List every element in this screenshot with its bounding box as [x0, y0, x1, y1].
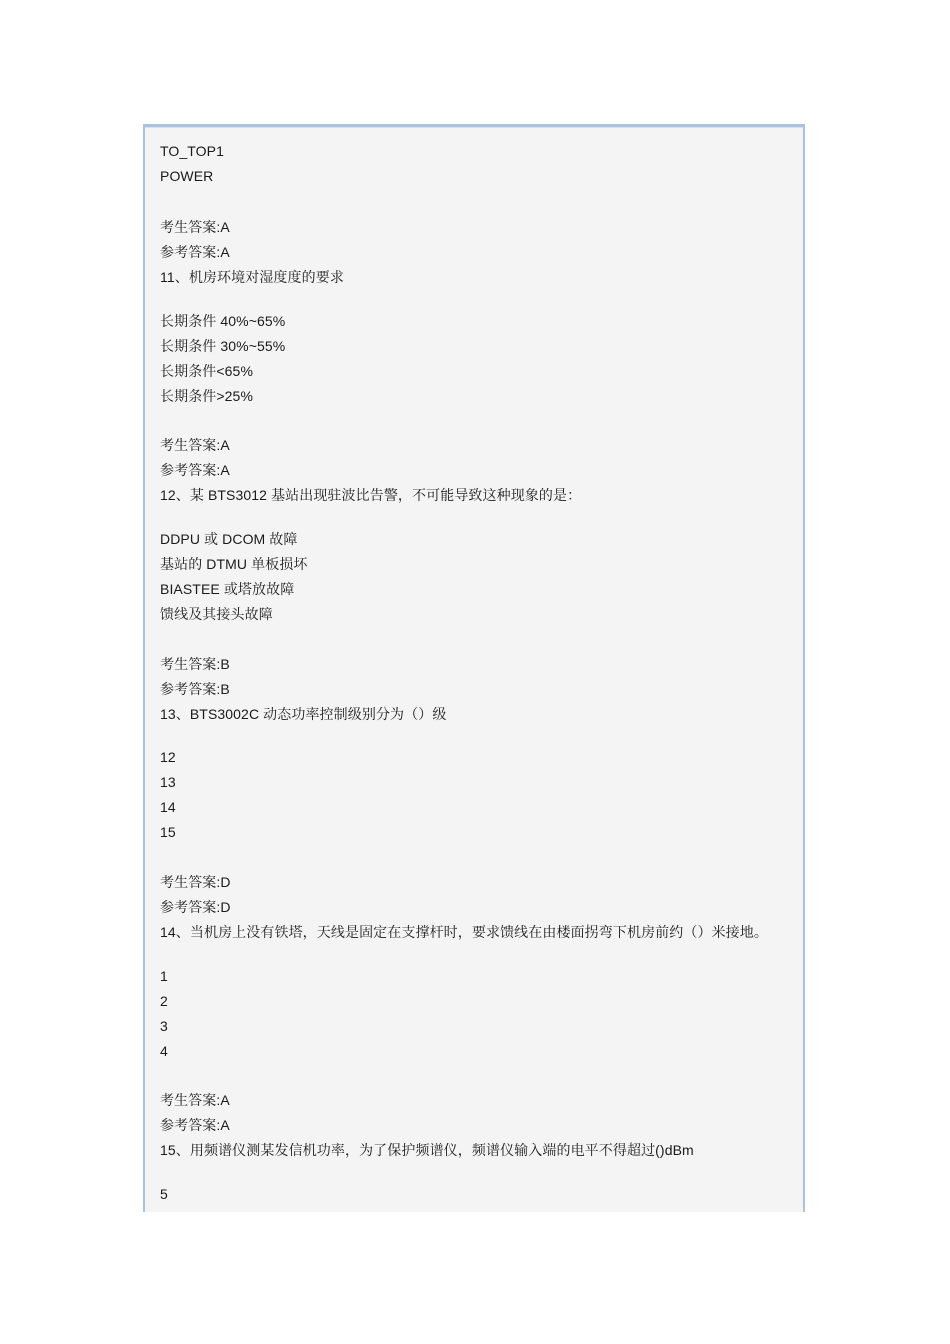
student-answer: 考生答案:B: [160, 656, 230, 672]
option-line: BIASTEE 或塔放故障: [160, 581, 295, 597]
reference-answer: 参考答案:A: [160, 462, 230, 478]
option-line: 长期条件 30%~55%: [160, 338, 286, 354]
option-line: 12: [160, 749, 176, 765]
option-line: 4: [160, 1043, 168, 1059]
document-panel: [143, 124, 805, 1212]
reference-answer: 参考答案:A: [160, 244, 230, 260]
option-line: 5: [160, 1186, 168, 1202]
question-text: 15、用频谱仪测某发信机功率，为了保护频谱仪，频谱仪输入端的电平不得超过()dBm: [160, 1142, 694, 1158]
student-answer: 考生答案:A: [160, 437, 230, 453]
student-answer: 考生答案:A: [160, 1092, 230, 1108]
option-line: 3: [160, 1018, 168, 1034]
reference-answer: 参考答案:A: [160, 1117, 230, 1133]
reference-answer: 参考答案:B: [160, 681, 230, 697]
student-answer: 考生答案:A: [160, 219, 230, 235]
option-line: 2: [160, 993, 168, 1009]
reference-answer: 参考答案:D: [160, 899, 231, 915]
text-line: POWER: [160, 168, 214, 184]
option-line: 15: [160, 824, 176, 840]
option-line: 长期条件 40%~65%: [160, 313, 286, 329]
text-line: TO_TOP1: [160, 143, 224, 159]
question-text: 11、机房环境对湿度度的要求: [160, 269, 344, 285]
option-line: 基站的 DTMU 单板损坏: [160, 556, 308, 572]
option-line: 14: [160, 799, 176, 815]
option-line: 13: [160, 774, 176, 790]
question-text: 14、当机房上没有铁塔，天线是固定在支撑杆时，要求馈线在由楼面拐弯下机房前约（）米接地。: [160, 924, 768, 940]
option-line: 长期条件<65%: [160, 363, 253, 379]
option-line: DDPU 或 DCOM 故障: [160, 531, 298, 547]
question-text: 12、某 BTS3012 基站出现驻波比告警，不可能导致这种现象的是：: [160, 487, 582, 503]
option-line: 长期条件>25%: [160, 388, 253, 404]
option-line: 1: [160, 968, 168, 984]
option-line: 馈线及其接头故障: [160, 606, 273, 622]
student-answer: 考生答案:D: [160, 874, 231, 890]
question-text: 13、BTS3002C 动态功率控制级别分为（）级: [160, 706, 447, 722]
